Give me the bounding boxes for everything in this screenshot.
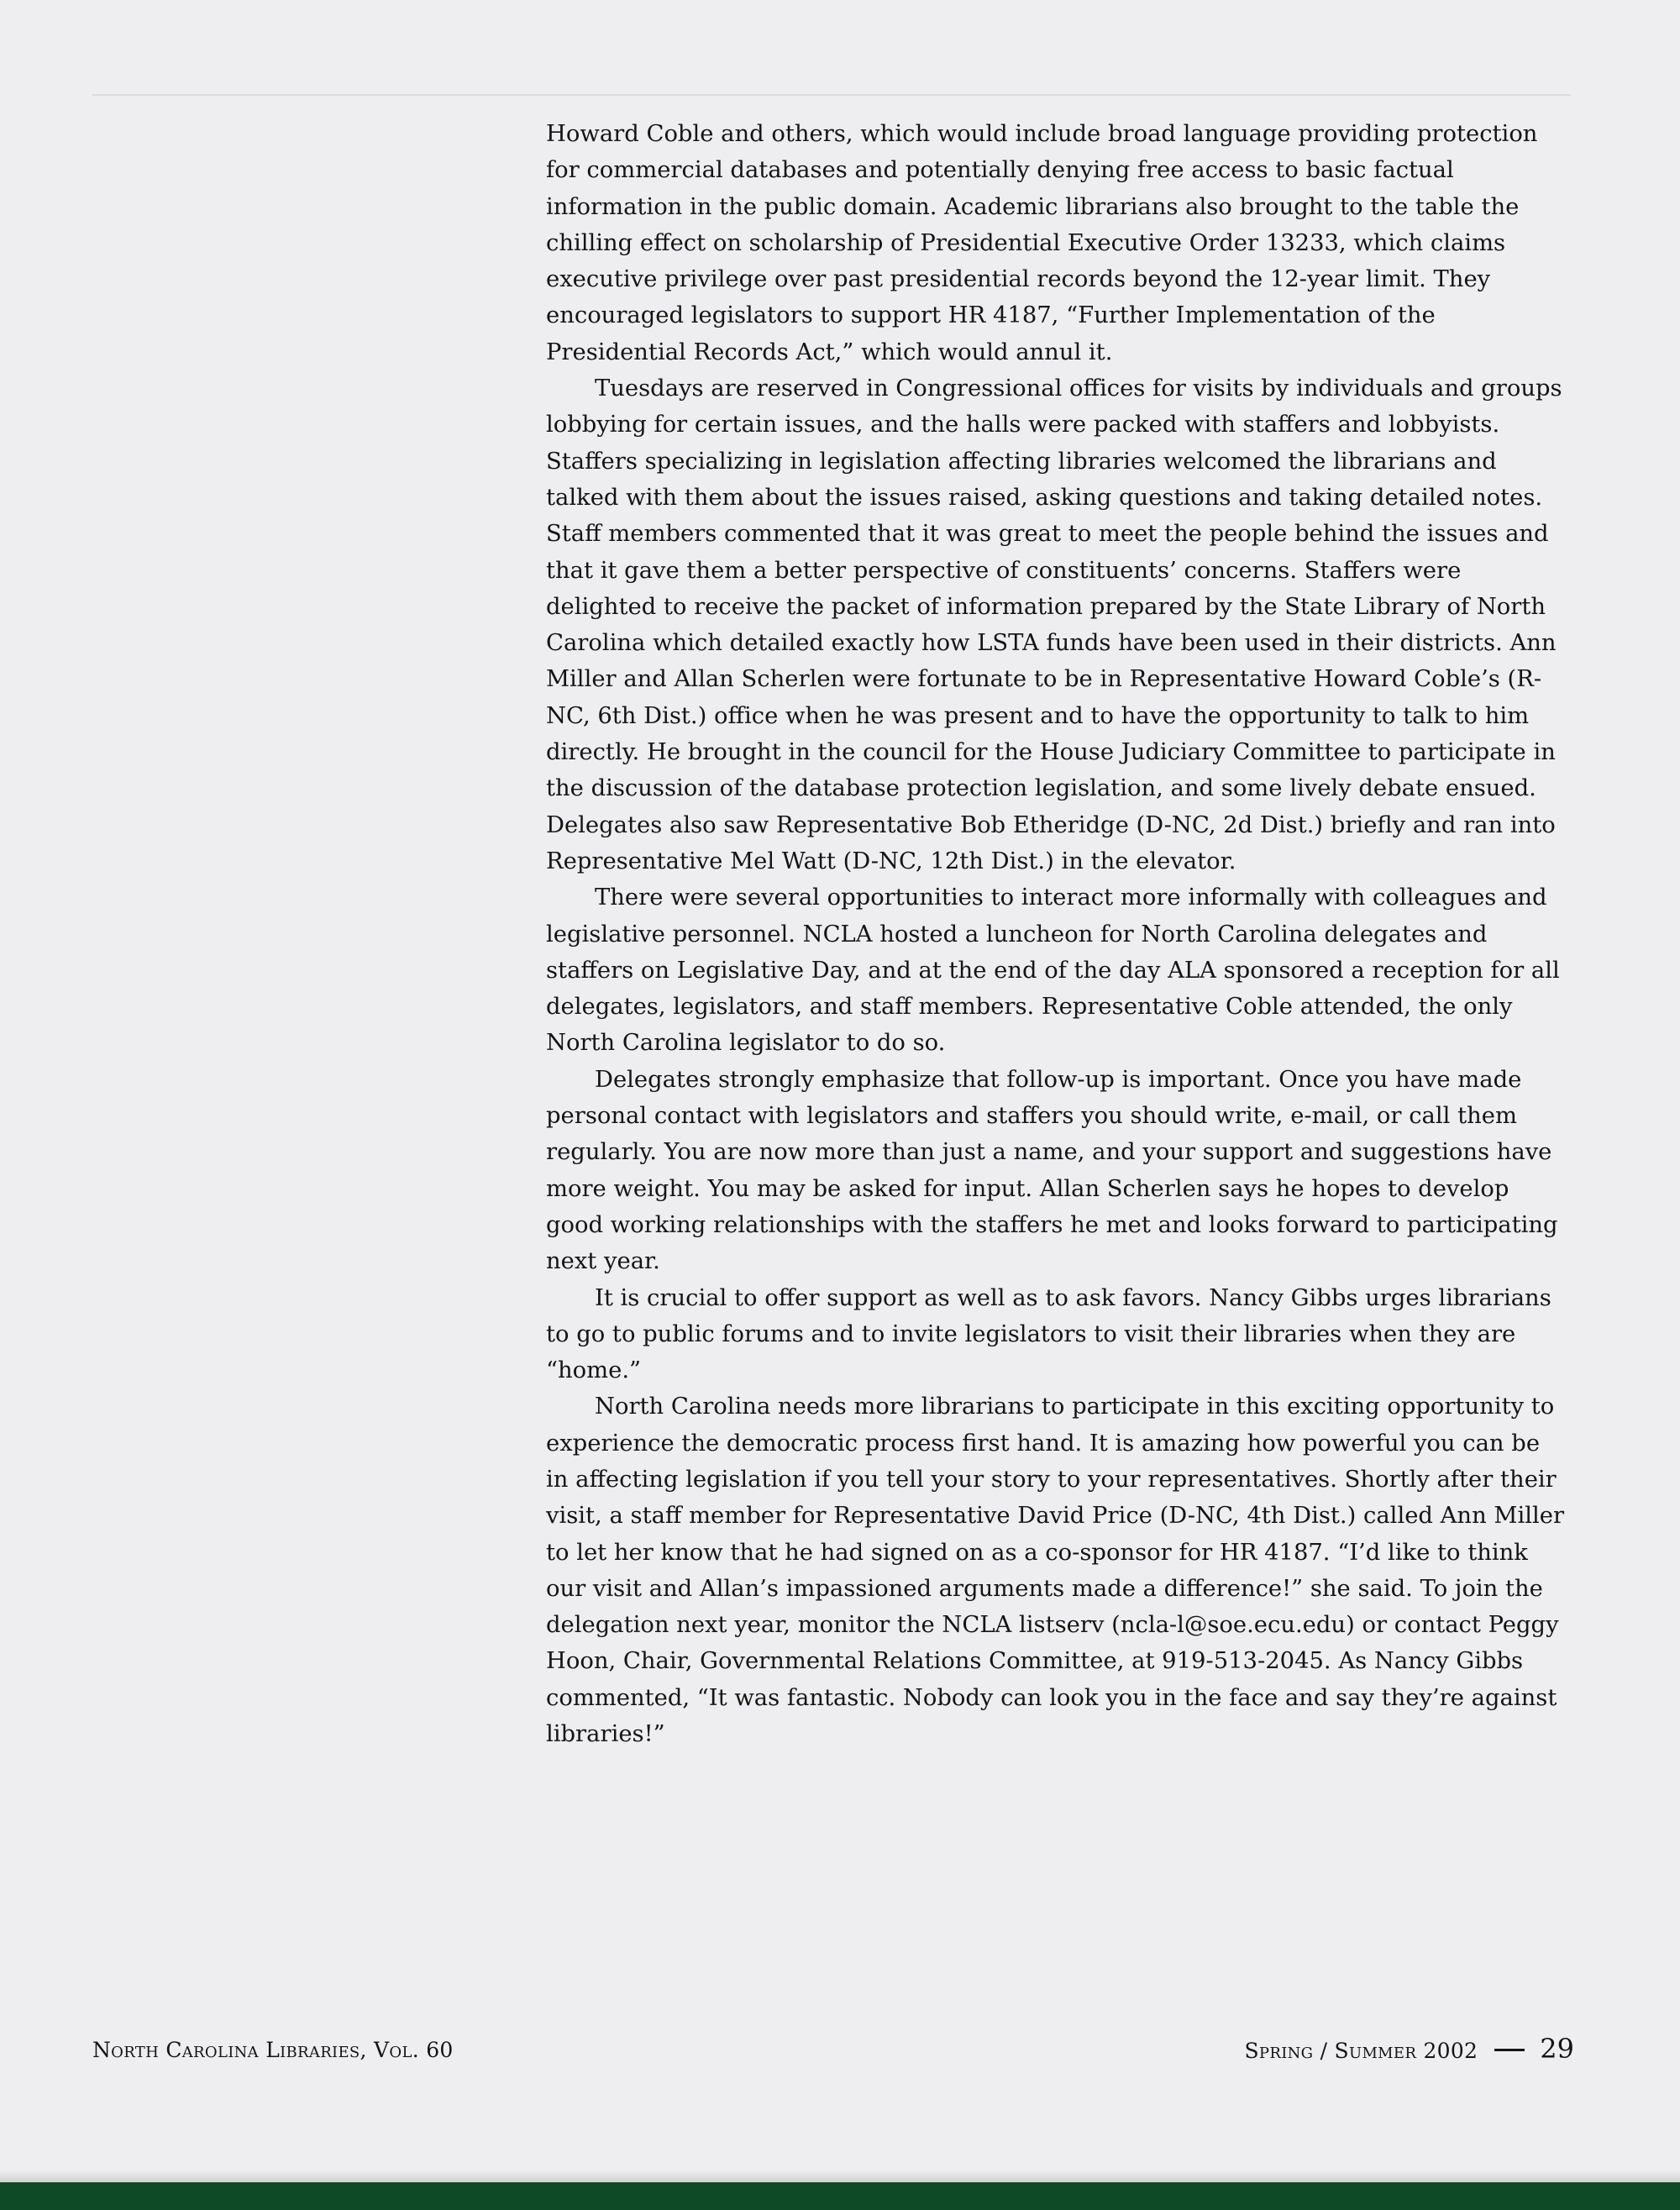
page-edge-shadow	[0, 2171, 1680, 2182]
paragraph-4: Delegates strongly emphasize that follow-up is important. Once you have made personal contact with legislators and staffers you should write, e-mail, or call them regularly. You are now more than just a name, and your support and suggestions have more weight. You may be asked for input. Allan Scherlen says he hopes to develop good working relationships with the staffers he met and looks forward to participating next year.	[546, 1066, 1558, 1275]
show-through-rule	[92, 94, 1571, 96]
footer-dash	[1494, 2049, 1525, 2051]
paragraph-5: It is crucial to offer support as well as to ask favors. Nancy Gibbs urges librarians to go to public forums and to invite legislators to visit their libraries when they are “home.”	[546, 1284, 1551, 1384]
paragraph-3: There were several opportunities to interact more informally with colleagues and legislative personnel. NCLA hosted a luncheon for North Carolina delegates and staffers on Legislative Day, and at the end of the day ALA sponsored a reception for all delegates, legislators, and staff members. Representative Coble attended, the only North Carolina legislator to do so.	[546, 885, 1560, 1057]
article-body	[546, 116, 1569, 1752]
footer-issue-block	[1245, 2033, 1575, 2065]
paragraph-1: Howard Coble and others, which would include broad language providing protection for commercial databases and potentially denying free access to basic factual information in the public domain. Academic librarians also brought to the table the chilling effect on scholarship of Presidential Executive Order 13233, which claims executive privilege over past presidential records beyond the 12-year limit. They encouraged legislators to support HR 4187, “Further Implementation of the Presidential Records Act,” which would annul it.	[546, 121, 1538, 365]
page-number: 29	[1540, 2033, 1574, 2065]
footer-publication: North Carolina Libraries, Vol. 60	[92, 2038, 454, 2062]
green-cover-edge	[0, 2182, 1680, 2210]
footer-issue: Spring / Summer 2002	[1244, 2039, 1478, 2063]
paragraph-2: Tuesdays are reserved in Congressional offices for visits by individuals and groups lobbying for certain issues, and the halls were packed with staffers and lobbyists. Staffers specializing in legislation affecting libraries welcomed the librarians and talked with them about the issues raised, asking questions and taking detailed notes. Staff members commented that it was great to meet the people behind the issues and that it gave them a better perspective of constituents’ concerns. Staffers were delighted to receive the packet of information prepared by the State Library of North Carolina which detailed exactly how LSTA funds have been used in their districts. Ann Miller and Allan Scherlen were fortunate to be in Representative Howard Coble’s (R-NC, 6th Dist.) office when he was present and to have the opportunity to talk to him directly. He brought in the council for the House Judiciary Committee to participate in the discussion of the database protection legislation, and some lively debate ensued. Delegates also saw Representative Bob Etheridge (D-NC, 2d Dist.) briefly and ran into Representative Mel Watt (D-NC, 12th Dist.) in the elevator.	[546, 375, 1562, 874]
paragraph-6: North Carolina needs more librarians to participate in this exciting opportunity to experience the democratic process first hand. It is amazing how powerful you can be in affecting legislation if you tell your story to your representatives. Shortly after their visit, a staff member for Representative David Price (D-NC, 4th Dist.) called Ann Miller to let her know that he had signed on as a co-sponsor for HR 4187. “I’d like to think our visit and Allan’s impassioned arguments made a difference!” she said. To join the delegation next year, monitor the NCLA listserv (ncla-l@soe.ecu.edu) or contact Peggy Hoon, Chair, Governmental Relations Committee, at 919-513-2045. As Nancy Gibbs commented, “It was fantastic. Nobody can look you in the face and say they’re against libraries!”	[546, 1394, 1565, 1748]
